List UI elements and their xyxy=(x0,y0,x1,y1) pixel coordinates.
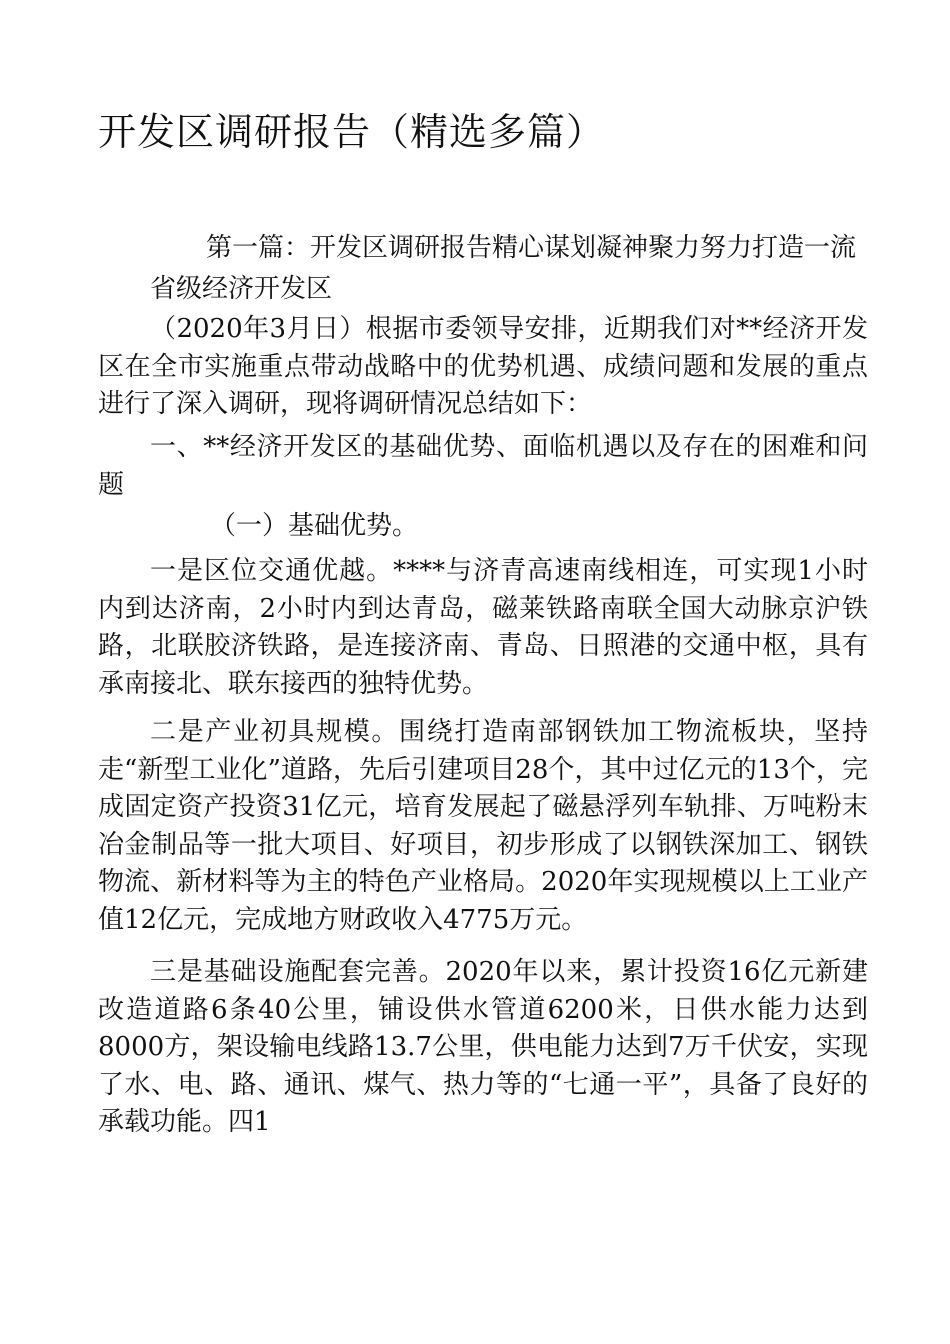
document-title: 开发区调研报告（精选多篇） xyxy=(98,110,606,154)
intro-paragraph: （2020年3月日）根据市委领导安排，近期我们对**经济开发区在全市实施重点带动战略中的优势机遇、成绩问题和发展的重点进行了深入调研，现将调研情况总结如下： xyxy=(98,314,868,420)
paragraph-infrastructure: 三是基础设施配套完善。2020年以来，累计投资16亿元新建改造道路6条40公里，铺设供水管道6200米，日供水能力达到8000方，架设输电线路13.7公里，供电能力达到7万千伏安，实现了水、电、路、通讯、煤气、热力等的“七通一平”，具备了良好的承载功能。四1 xyxy=(98,957,868,1138)
subsection-heading: （一）基础优势。 xyxy=(210,511,419,541)
section-heading: 一、**经济开发区的基础优势、面临机遇以及存在的困难和问题 xyxy=(98,432,868,500)
article-subtitle: 第一篇：开发区调研报告精心谋划凝神聚力努力打造一流省级经济开发区 xyxy=(150,233,857,304)
paragraph-location: 一是区位交通优越。****与济青高速南线相连，可实现1小时内到达济南，2小时内到达青岛，磁莱铁路南联全国大动脉京沪铁路，北联胶济铁路，是连接济南、青岛、日照港的交通中枢，具有承南接北、联东接西的独特优势。 xyxy=(98,556,868,699)
paragraph-industry: 二是产业初具规模。围绕打造南部钢铁加工物流板块，坚持走“新型工业化”道路，先后引建项目28个，其中过亿元的13个，完成固定资产投资31亿元，培育发展起了磁悬浮列车轨排、万吨粉末冶金制品等一批大项目、好项目，初步形成了以钢铁深加工、钢铁物流、新材料等为主的特色产业格局。2020年实现规模以上工业产值12亿元，完成地方财政收入4775万元。 xyxy=(98,717,868,935)
